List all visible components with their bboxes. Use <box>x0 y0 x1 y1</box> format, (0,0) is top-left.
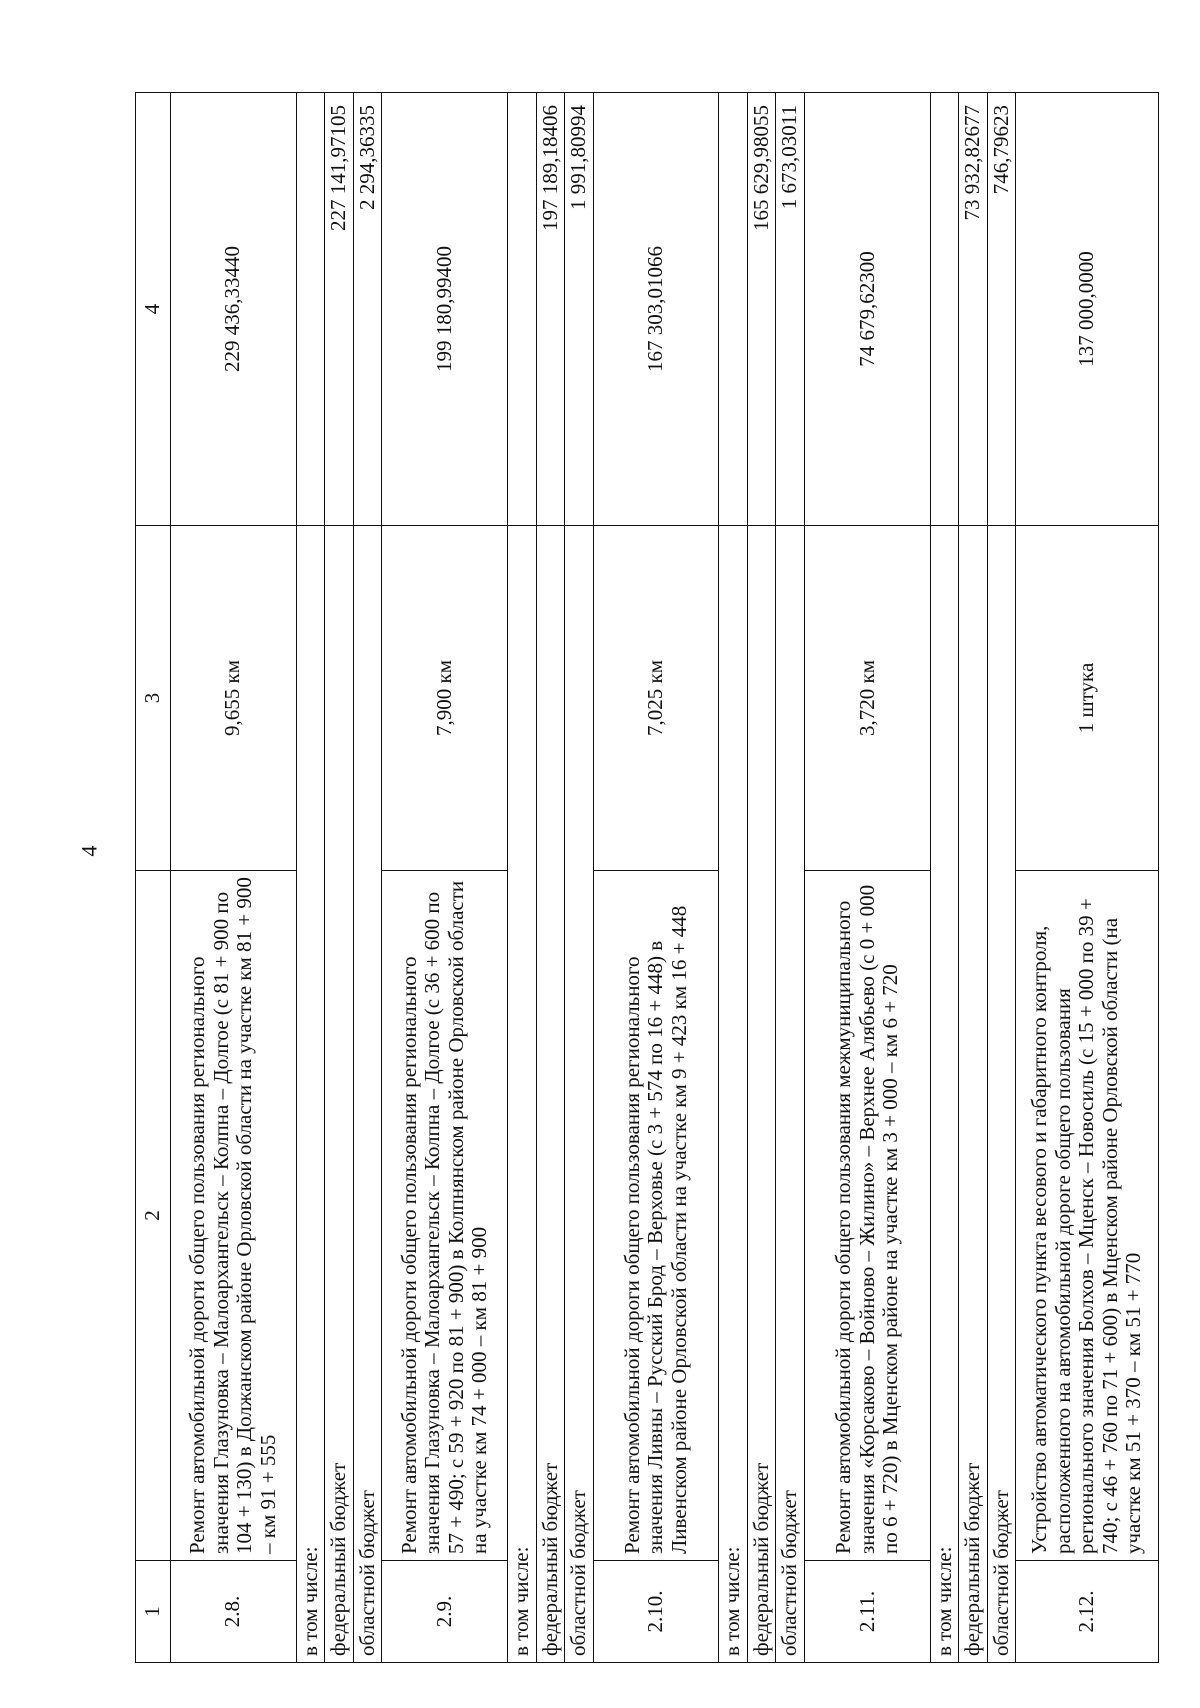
table-row <box>296 93 325 1663</box>
column-header: 2 <box>136 871 171 1561</box>
subtotal-value <box>296 93 325 526</box>
budget-value: 227 141,97105 <box>325 93 354 526</box>
subtotal-label: в том числе: <box>719 526 748 1663</box>
item-description: Ремонт автомобильной дороги общего пользования межмуниципального значения «Корсаково – Войново – Жилино» – Верхнее Алябьево (с 0 + 000 по 6 + 720) в Мценском районе на участке км 3 + 000 – км 6 + 720 <box>804 871 930 1561</box>
table-row <box>987 93 1016 1663</box>
budget-label: областной бюджет <box>353 526 382 1663</box>
item-number: 2.10. <box>593 1561 719 1663</box>
table-row <box>382 93 508 1663</box>
table-row <box>747 93 776 1663</box>
subtotal-value <box>507 93 536 526</box>
subtotal-value <box>930 93 959 526</box>
item-amount: 74 679,62300 <box>804 93 930 526</box>
item-number: 2.8. <box>170 1561 296 1663</box>
budget-label: федеральный бюджет <box>747 526 776 1663</box>
item-quantity: 3,720 км <box>804 526 930 871</box>
column-header: 1 <box>136 1561 171 1663</box>
item-quantity: 7,025 км <box>593 526 719 871</box>
table-row <box>1016 93 1159 1663</box>
table-row <box>719 93 748 1663</box>
item-number: 2.9. <box>382 1561 508 1663</box>
rotated-table-wrapper <box>135 93 1159 1663</box>
subtotal-value <box>719 93 748 526</box>
budget-value: 746,79623 <box>987 93 1016 526</box>
item-number: 2.11. <box>804 1561 930 1663</box>
item-amount: 199 180,99400 <box>382 93 508 526</box>
column-header: 4 <box>136 93 171 526</box>
budget-value: 197 189,18406 <box>536 93 565 526</box>
budget-label: областной бюджет <box>776 526 805 1663</box>
table-row <box>959 93 988 1663</box>
budget-value: 2 294,36335 <box>353 93 382 526</box>
table-row <box>930 93 959 1663</box>
budget-label: федеральный бюджет <box>536 526 565 1663</box>
page-number: 4 <box>76 845 102 857</box>
budget-value: 1 991,80994 <box>565 93 594 526</box>
item-amount: 137 000,0000 <box>1016 93 1159 526</box>
table-row <box>776 93 805 1663</box>
item-description: Ремонт автомобильной дороги общего пользования регионального значения Ливны – Русский Брод – Верховье (с 3 + 574 по 16 + 448) в Ливенском районе Орловской области на участке км 9 + 423 км 16 + 448 <box>593 871 719 1561</box>
budget-label: областной бюджет <box>565 526 594 1663</box>
item-number: 2.12. <box>1016 1561 1159 1663</box>
item-description: Устройство автоматического пункта весового и габаритного контроля, расположенного на автомобильной дороге общего пользования регионального значения Болхов – Мценск – Новосиль (с 15 + 000 по 39 + 740; с 46 + 760 по 71 + 600) в Мценском районе Орловской области (на участке км 51 + 370 – км 51 + 770 <box>1016 871 1159 1561</box>
budget-label: федеральный бюджет <box>325 526 354 1663</box>
subtotal-label: в том числе: <box>296 526 325 1663</box>
item-quantity: 1 штука <box>1016 526 1159 871</box>
budget-value: 165 629,98055 <box>747 93 776 526</box>
budget-table <box>135 92 1159 1663</box>
budget-value: 73 932,82677 <box>959 93 988 526</box>
budget-label: областной бюджет <box>987 526 1016 1663</box>
item-quantity: 9,655 км <box>170 526 296 871</box>
subtotal-label: в том числе: <box>930 526 959 1663</box>
table-row <box>536 93 565 1663</box>
table-row <box>353 93 382 1663</box>
item-amount: 229 436,33440 <box>170 93 296 526</box>
subtotal-label: в том числе: <box>507 526 536 1663</box>
item-amount: 167 303,01066 <box>593 93 719 526</box>
budget-value: 1 673,03011 <box>776 93 805 526</box>
column-header: 3 <box>136 526 171 871</box>
budget-label: федеральный бюджет <box>959 526 988 1663</box>
table-row <box>170 93 296 1663</box>
item-description: Ремонт автомобильной дороги общего пользования регионального значения Глазуновка – Малоархангельск – Колпна – Долгое (с 36 + 600 по 57 + 490; с 59 + 920 по 81 + 900) в Колпнянском районе Орловской области на участке км 74 + 000 – км 81 + 900 <box>382 871 508 1561</box>
table-row <box>325 93 354 1663</box>
table-row <box>804 93 930 1663</box>
item-quantity: 7,900 км <box>382 526 508 871</box>
table-row <box>565 93 594 1663</box>
table-row <box>593 93 719 1663</box>
header-row <box>136 93 171 1663</box>
item-description: Ремонт автомобильной дороги общего пользования регионального значения Глазуновка – Малоархангельск – Колпна – Долгое (с 81 + 900 по 104 + 130) в Должанском районе Орловской области на участке км 81 + 900 – км 91 + 555 <box>170 871 296 1561</box>
table-row <box>507 93 536 1663</box>
